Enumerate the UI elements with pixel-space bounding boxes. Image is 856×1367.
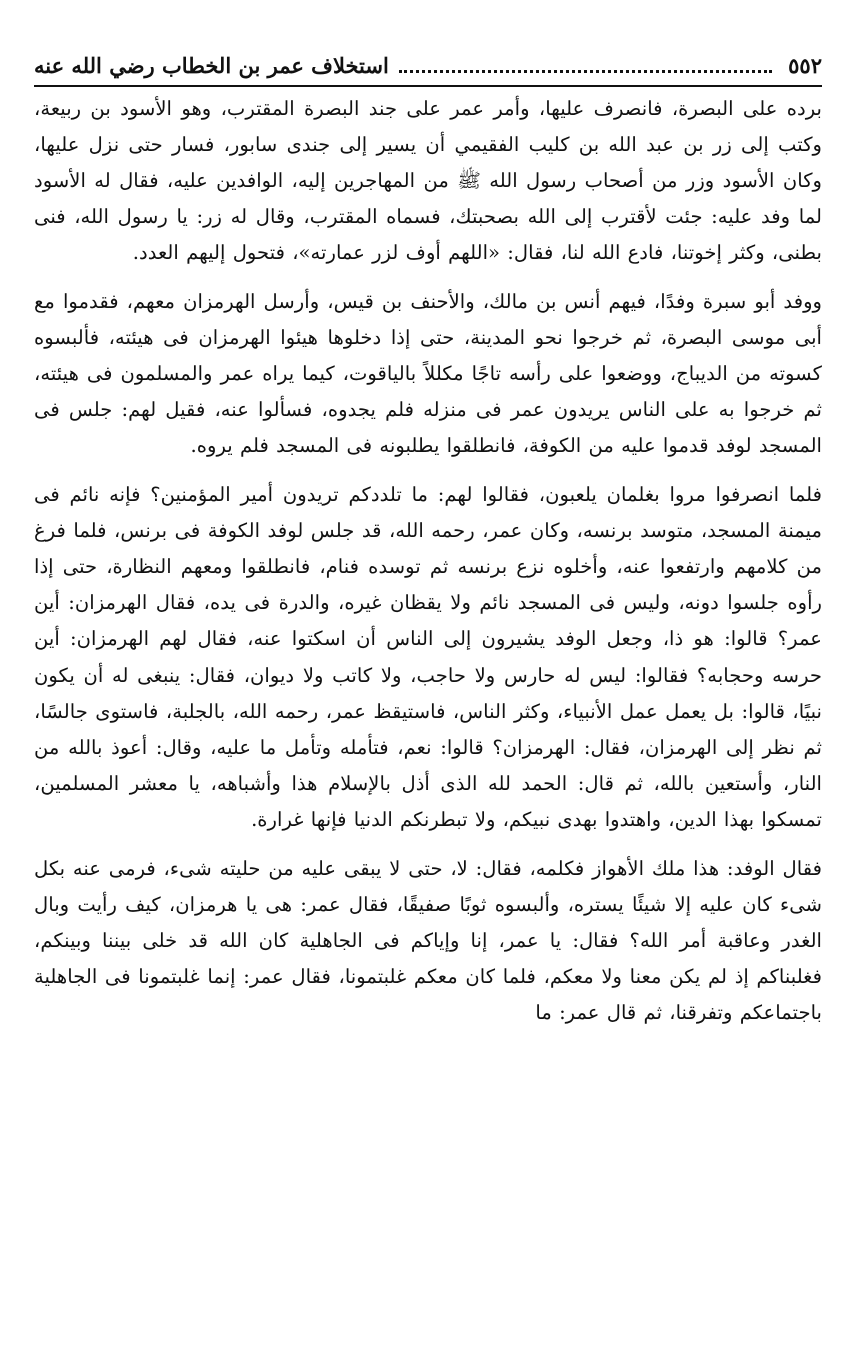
running-header xyxy=(34,52,822,82)
paragraph-4: فقال الوفد: هذا ملك الأهواز فكلمه، فقال: لا، حتى لا يبقى عليه من حليته شىء، فرمى عنه بكل شىء كان عليه إلا شيئًا يستره، وألبسوه ثوبًا صفيقًا، فقال عمر: هى يا هرمزان، كيف رأيت وبال الغدر وعاقبة أمر الله؟ فقال: يا عمر، إنا وإياكم فى الجاهلية كان الله قد خلى بيننا وبينكم، فغلبناكم إذ لم يكن معنا ولا معكم، فلما كان معكم غلبتمونا، فقال عمر: إنما غلبتمونا فى الجاهلية باجتماعكم وتفرقنا، ثم قال عمر: ما xyxy=(34,856,822,1025)
chapter-title: استخلاف عمر بن الخطاب رضي الله عنه xyxy=(34,53,389,78)
paragraph-3: فلما انصرفوا مروا بغلمان يلعبون، فقالوا لهم: ما تلددكم تريدون أمير المؤمنين؟ فإنه نائم فى ميمنة المسجد، متوسد برنسه، وكان عمر، رحمه الله، قد جلس لوفد الكوفة فى برنس، فلما فرغ من كلامهم وارتفعوا عنه، وأخلوه نزع برنسه ثم توسده فنام، فانطلقوا ومعهم النظارة، حتى إذا رأوه جلسوا دونه، وليس فى المسجد نائم ولا يقظان غيره، والدرة فى يده، فقال الهرمزان: أين عمر؟ قالوا: هو ذا، وجعل الوفد يشيرون إلى الناس أن اسكتوا عنه، فقال لهم الهرمزان: أين حرسه وحجابه؟ فقالوا: ليس له حارس ولا حاجب، ولا كاتب ولا ديوان، فقال: ينبغى له أن يكون نبيًا، قالوا: بل يعمل عمل الأنبياء، وكثر الناس، فاستيقظ عمر، رحمه الله، بالجلبة، فاستوى جالسًا، ثم نظر إلى الهرمزان، فقال: الهرمزان؟ قالوا: نعم، فتأمله وتأمل ما عليه، وقال: أعوذ بالله من النار، وأستعين بالله، ثم قال: الحمد لله الذى أذل بالإسلام هذا وأشباهه، يا معشر المسلمين، تمسكوا بهذا الدين، واهتدوا بهدى نبيكم، ولا تبطرنكم الدنيا فإنها غرارة. xyxy=(34,482,822,832)
header-leader-dots xyxy=(399,54,772,73)
page-number: ٥٥٢ xyxy=(788,53,822,78)
paragraph-2: ووفد أبو سبرة وفدًا، فيهم أنس بن مالك، والأحنف بن قيس، وأرسل الهرمزان معهم، فقدموا مع أبى موسى البصرة، ثم خرجوا نحو المدينة، حتى إذا دخلوها هيئوا الهرمزان فى هيئته، فألبسوه كسوته من الديباج، ووضعوا على رأسه تاجًا مكللاً بالياقوت، كيما يراه عمر والمسلمون فى هيئته، ثم خرجوا به على الناس يريدون عمر فى منزله فلم يجدوه، فسألوا عنه، فقيل لهم: جلس فى المسجد لوفد قدموا عليه من الكوفة، فانطلقوا يطلبونه فى المسجد فلم يروه. xyxy=(34,289,822,458)
book-page xyxy=(34,52,822,1032)
paragraph-1: برده على البصرة، فانصرف عليها، وأمر عمر على جند البصرة المقترب، وهو الأسود بن ربيعة، وكتب إلى زر بن عبد الله بن كليب الفقيمي أن يسير إلى جندى سابور، فسار حتى نزل عليها، وكان الأسود وزر من أصحاب رسول الله ﷺ من المهاجرين إليه، الوافدين عليه، فقال له الأسود لما وفد عليه: جئت لأقترب إلى الله بصحبتك، فسماه المقترب، وقال له زر: يا رسول الله، فنى بطنى، وكثر إخوتنا، فادع الله لنا، فقال: «اللهم أوف لزر عمارته»، فتحول إليهم العدد. xyxy=(34,96,822,265)
header-divider xyxy=(34,85,822,87)
